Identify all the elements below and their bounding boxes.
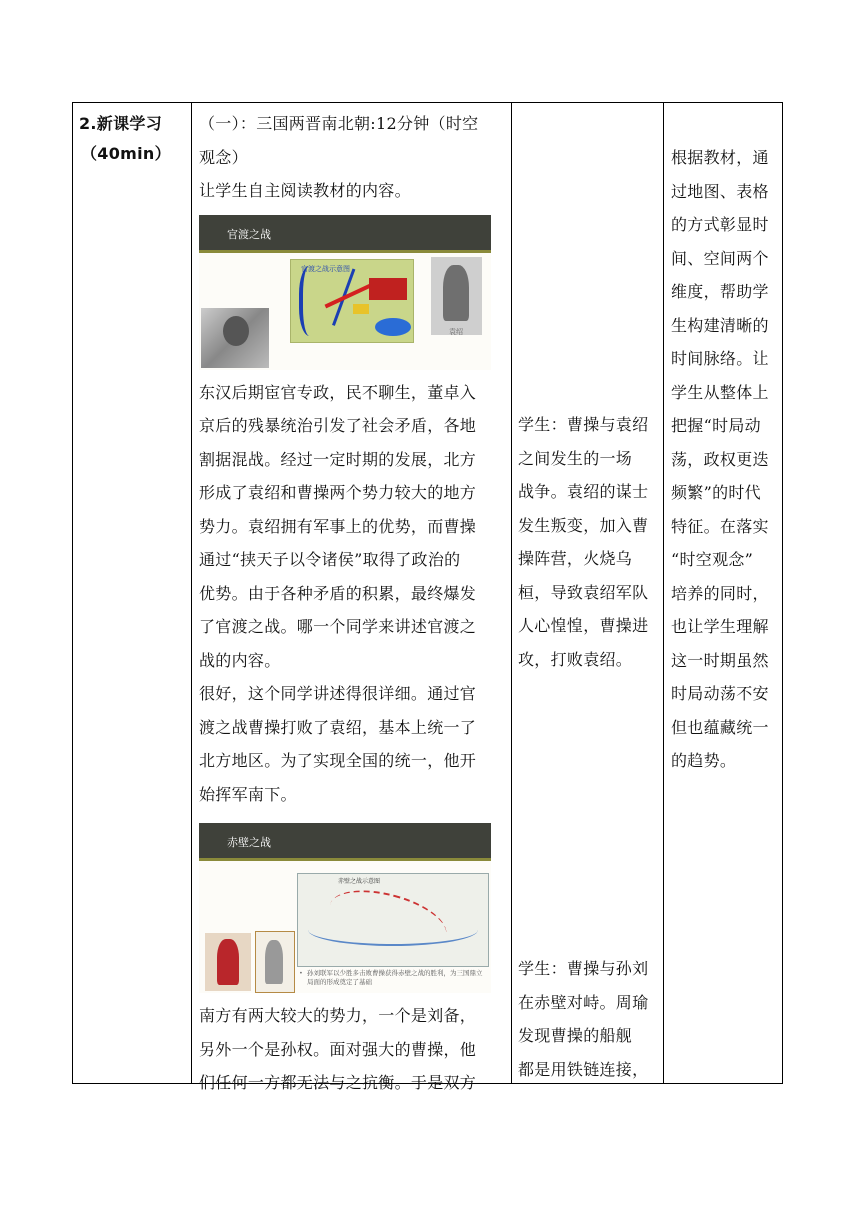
- paragraph-line: 北方地区。为了实现全国的统一，他开: [199, 751, 477, 770]
- paragraph-line: 们任何一方都无法与之抗衡。于是双方: [199, 1073, 477, 1092]
- slide-title: 赤壁之战: [227, 836, 271, 849]
- slide-title-bar: [199, 215, 491, 253]
- section-cell: [73, 103, 191, 169]
- caocao-portrait-icon: [201, 308, 269, 368]
- student-response-guandu: [518, 408, 656, 676]
- response-line: 之间发生的一场: [518, 448, 633, 468]
- response-line: 战争。袁绍的谋士: [518, 482, 649, 501]
- section-title: 2.新课学习: [79, 114, 163, 133]
- column-divider: [663, 103, 664, 1083]
- guandu-battle-map-icon: [290, 259, 414, 343]
- intent-line: 时局动荡不安: [671, 684, 769, 703]
- intent-line: 把握“时局动: [671, 416, 761, 435]
- intent-line: 培养的同时，: [671, 583, 769, 603]
- response-line: 在赤壁对峙。周瑜: [518, 992, 649, 1012]
- intent-line: 但也蕴藏统一: [671, 717, 769, 737]
- guandu-narrative: [199, 376, 505, 812]
- paragraph-line: 割据混战。经过一定时期的发展，北方: [199, 449, 477, 469]
- response-line: 学生：曹操与孙刘: [518, 959, 649, 978]
- response-line: 发现曹操的船舰: [518, 1026, 633, 1045]
- intent-line: 根据教材，通: [671, 148, 769, 167]
- response-line: 人心惶惶，曹操进: [518, 616, 649, 635]
- intent-line: 过地图、表格: [671, 181, 769, 201]
- response-line: 都是用铁链连接，: [518, 1059, 649, 1079]
- subsection-heading-cont: 观念）: [199, 147, 248, 167]
- column-divider: [511, 103, 512, 1083]
- slide-note: • 孙刘联军以少胜多击败曹操获得赤壁之战的胜利，为三国鼎立局面的形成奠定了基础: [307, 969, 487, 987]
- portrait-caption: 袁绍: [449, 327, 463, 336]
- response-line: 桓，导致袁绍军队: [518, 582, 649, 602]
- instruction-text: 让学生自主阅读教材的内容。: [199, 181, 411, 200]
- paragraph-line: 另外一个是孙权。面对强大的曹操，他: [199, 1039, 477, 1059]
- lesson-plan-table: [72, 102, 783, 1092]
- teacher-activity-cell: [191, 103, 511, 1100]
- sunquan-portrait-icon: [255, 931, 295, 993]
- chibi-battle-map-icon: [297, 873, 489, 967]
- slide-title: 官渡之战: [227, 227, 271, 241]
- intent-line: 维度，帮助学: [671, 282, 769, 301]
- section-duration: （40min）: [81, 144, 171, 163]
- response-line: 学生：曹操与袁绍: [518, 415, 649, 434]
- yuanshao-portrait-icon: [431, 257, 482, 335]
- paragraph-line: 战的内容。: [199, 650, 281, 670]
- student-response-chibi: [518, 952, 656, 1086]
- response-line: 发生叛变，加入曹: [518, 515, 649, 535]
- paragraph-line: 势力。袁绍拥有军事上的优势，而曹操: [199, 516, 477, 536]
- intent-line: 这一时期虽然: [671, 650, 769, 670]
- map-title: 赤壁之战示意图: [338, 878, 381, 885]
- paragraph-line: 通过“挟天子以令诸侯”取得了政治的: [199, 550, 461, 569]
- intent-line: “时空观念”: [671, 550, 754, 569]
- paragraph-line: 东汉后期宦官专政，民不聊生，董卓入: [199, 382, 477, 402]
- intent-line: 荡，政权更迭: [671, 449, 769, 469]
- map-title: 官渡之战示意图: [301, 264, 350, 273]
- response-line: 攻，打败袁绍。: [518, 649, 633, 669]
- paragraph-line: 形成了袁绍和曹操两个势力较大的地方: [199, 483, 477, 502]
- intent-line: 间、空间两个: [671, 248, 769, 268]
- intent-line: 时间脉络。让: [671, 349, 769, 368]
- liubei-portrait-icon: [205, 933, 251, 991]
- subsection-heading: （一）：三国两晋南北朝:12分钟（时空: [199, 114, 479, 133]
- intent-line: 特征。在落实: [671, 516, 769, 536]
- intent-line: 生构建清晰的: [671, 315, 769, 335]
- chibi-narrative: [199, 999, 505, 1100]
- paragraph-line: 渡之战曹操打败了袁绍，基本上统一了: [199, 717, 477, 737]
- paragraph-line: 很好，这个同学讲述得很详细。通过官: [199, 684, 477, 703]
- paragraph-line: 了官渡之战。哪一个同学来讲述官渡之: [199, 617, 477, 636]
- paragraph-line: 京后的残暴统治引发了社会矛盾，各地: [199, 416, 477, 435]
- response-line: 操阵营，火烧乌: [518, 549, 633, 568]
- guandu-slide-image: [199, 215, 491, 370]
- intent-line: 学生从整体上: [671, 382, 769, 402]
- intent-line: 的方式彰显时: [671, 215, 769, 234]
- intent-line: 的趋势。: [671, 751, 737, 770]
- design-intent-text: [671, 141, 776, 778]
- chibi-slide-image: [199, 823, 491, 993]
- slide-title-bar: [199, 823, 491, 861]
- intent-line: 频繁”的时代: [671, 483, 761, 502]
- paragraph-line: 始挥军南下。: [199, 784, 297, 804]
- paragraph-line: 优势。由于各种矛盾的积累，最终爆发: [199, 583, 477, 603]
- paragraph-line: 南方有两大较大的势力，一个是刘备，: [199, 1006, 477, 1025]
- intent-line: 也让学生理解: [671, 617, 769, 636]
